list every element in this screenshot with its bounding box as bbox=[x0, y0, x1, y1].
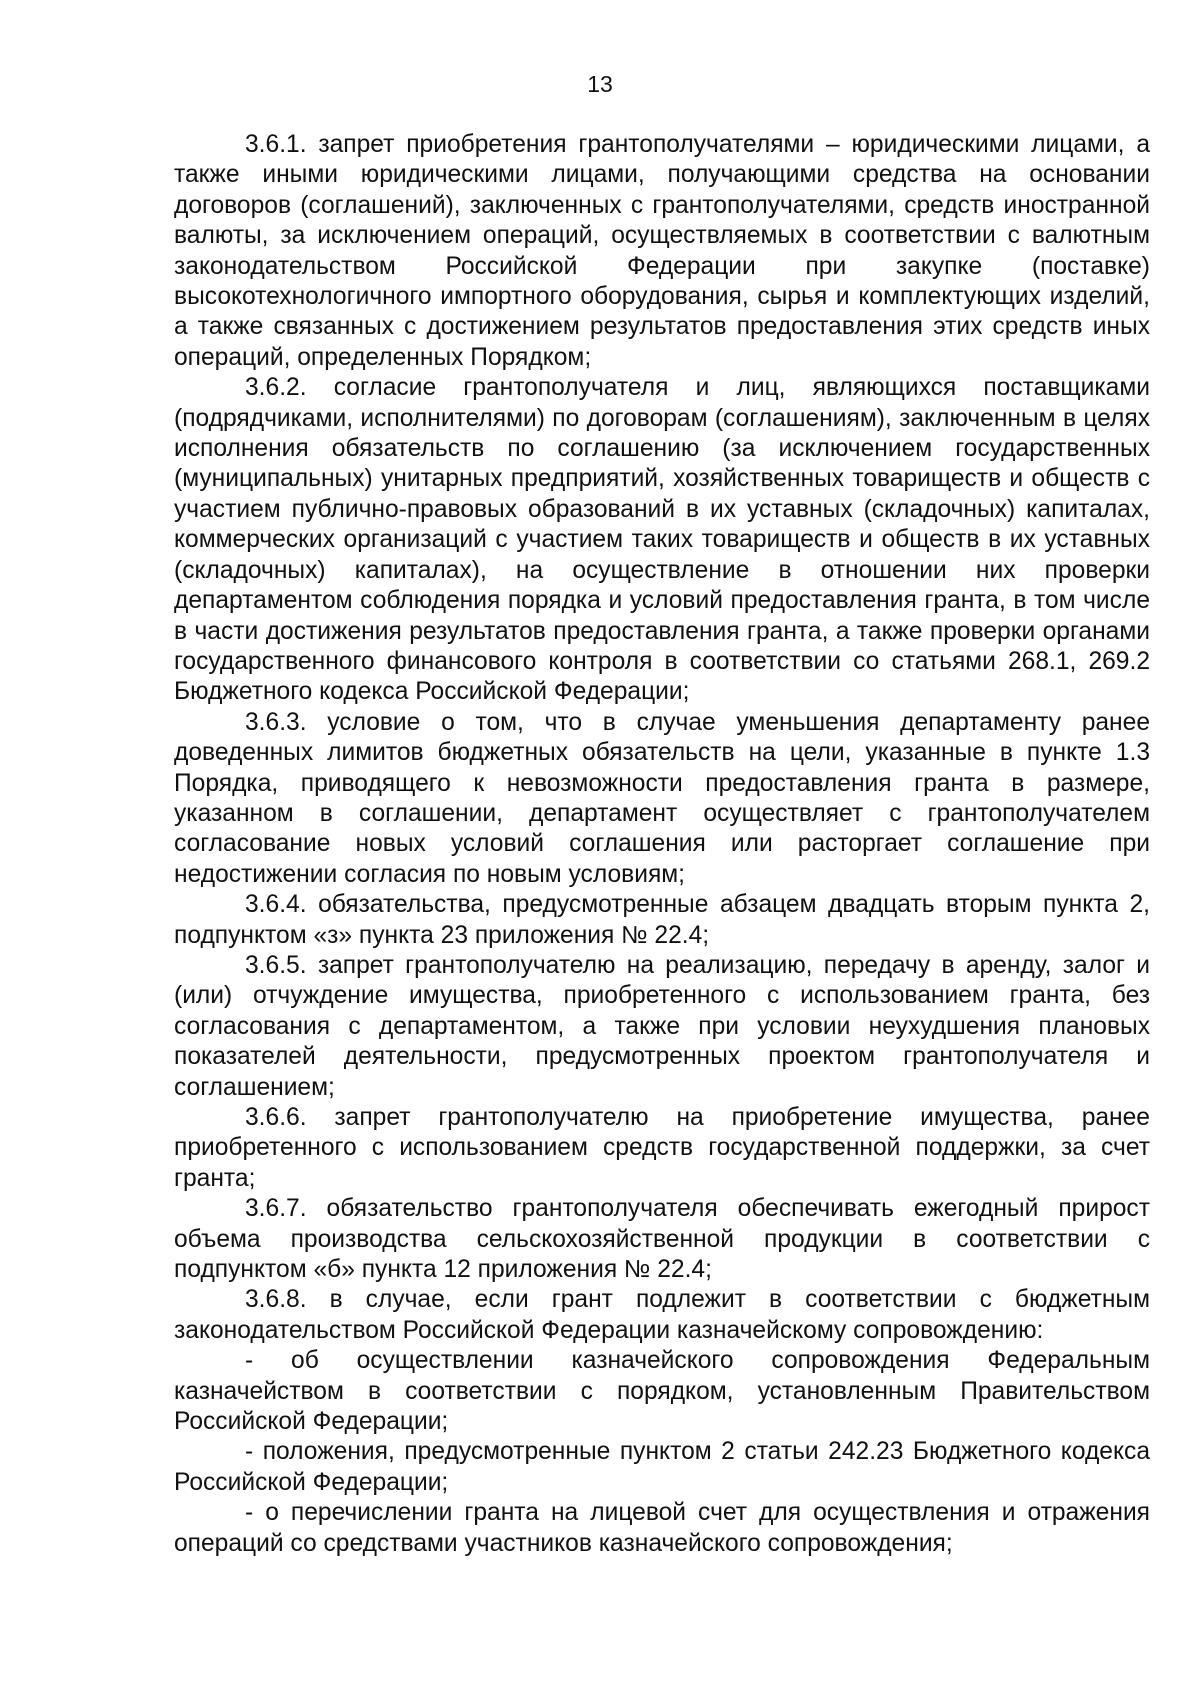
list-item-grant-transfer: - о перечислении гранта на лицевой счет для осуществления и отражения операций со средствами участников казначейского сопровождения; bbox=[174, 1499, 1150, 1557]
list-item-budget-code-provisions: - положения, предусмотренные пунктом 2 статьи 242.23 Бюджетного кодекса Российской Федерации; bbox=[174, 1438, 1150, 1496]
document-body bbox=[174, 130, 1150, 1559]
paragraph-3-6-6: 3.6.6. запрет грантополучателю на приобретение имущества, ранее приобретенного с использованием средств государственной поддержки, за счет гранта; bbox=[174, 1104, 1150, 1192]
paragraph-3-6-3: 3.6.3. условие о том, что в случае уменьшения департаменту ранее доведенных лимитов бюджетных обязательств на цели, указанные в пункте 1.3 Порядка, приводящего к невозможности предоставления гранта в размере, указанном в соглашении, департамент осуществляет с грантополучателем согласование новых условий соглашения или расторгает соглашение при недостижении согласия по новым условиям; bbox=[174, 708, 1150, 888]
paragraph-3-6-2: 3.6.2. согласие грантополучателя и лиц, являющихся поставщиками (подрядчиками, исполнителями) по договорам (соглашениям), заключенным в целях исполнения обязательств по соглашению (за исключением государственных (муниципальных) унитарных предприятий, хозяйственных товариществ и обществ с участием публично-правовых образований в их уставных (складочных) капиталах, коммерческих организаций с участием таких товариществ и обществ в их уставных (складочных) капиталах), на осуществление в отношении них проверки департаментом соблюдения порядка и условий предоставления гранта, в том числе в части достижения результатов предоставления гранта, а также проверки органами государственного финансового контроля в соответствии со статьями 268.1, 269.2 Бюджетного кодекса Российской Федерации; bbox=[174, 374, 1150, 706]
paragraph-3-6-8: 3.6.8. в случае, если грант подлежит в соответствии с бюджетным законодательством Российской Федерации казначейскому сопровождению: bbox=[174, 1286, 1150, 1344]
paragraph-3-6-5: 3.6.5. запрет грантополучателю на реализацию, передачу в аренду, залог и (или) отчуждение имущества, приобретенного с использованием гранта, без согласования с департаментом, а также при условии неухудшения плановых показателей деятельности, предусмотренных проектом грантополучателя и соглашением; bbox=[174, 951, 1150, 1101]
paragraph-3-6-4: 3.6.4. обязательства, предусмотренные абзацем двадцать вторым пункта 2, подпунктом «з» пункта 23 приложения № 22.4; bbox=[174, 891, 1150, 949]
list-item-treasury-support: - об осуществлении казначейского сопровождения Федеральным казначейством в соответствии с порядком, установленным Правительством Российской Федерации; bbox=[174, 1347, 1150, 1436]
paragraph-3-6-7: 3.6.7. обязательство грантополучателя обеспечивать ежегодный прирост объема производства сельскохозяйственной продукции в соответствии с подпунктом «б» пункта 12 приложения № 22.4; bbox=[174, 1195, 1150, 1284]
page-number: 13 bbox=[587, 71, 613, 97]
paragraph-3-6-1: 3.6.1. запрет приобретения грантополучателями – юридическими лицами, а также иными юридическими лицами, получающими средства на основании договоров (соглашений), заключенных с грантополучателями, средств иностранной валюты, за исключением операций, осуществляемых в соответствии с валютным законодательством Российской Федерации при закупке (поставке) высокотехнологичного импортного оборудования, сырья и комплектующих изделий, а также связанных с достижением результатов предоставления этих средств иных операций, определенных Порядком; bbox=[174, 131, 1150, 371]
